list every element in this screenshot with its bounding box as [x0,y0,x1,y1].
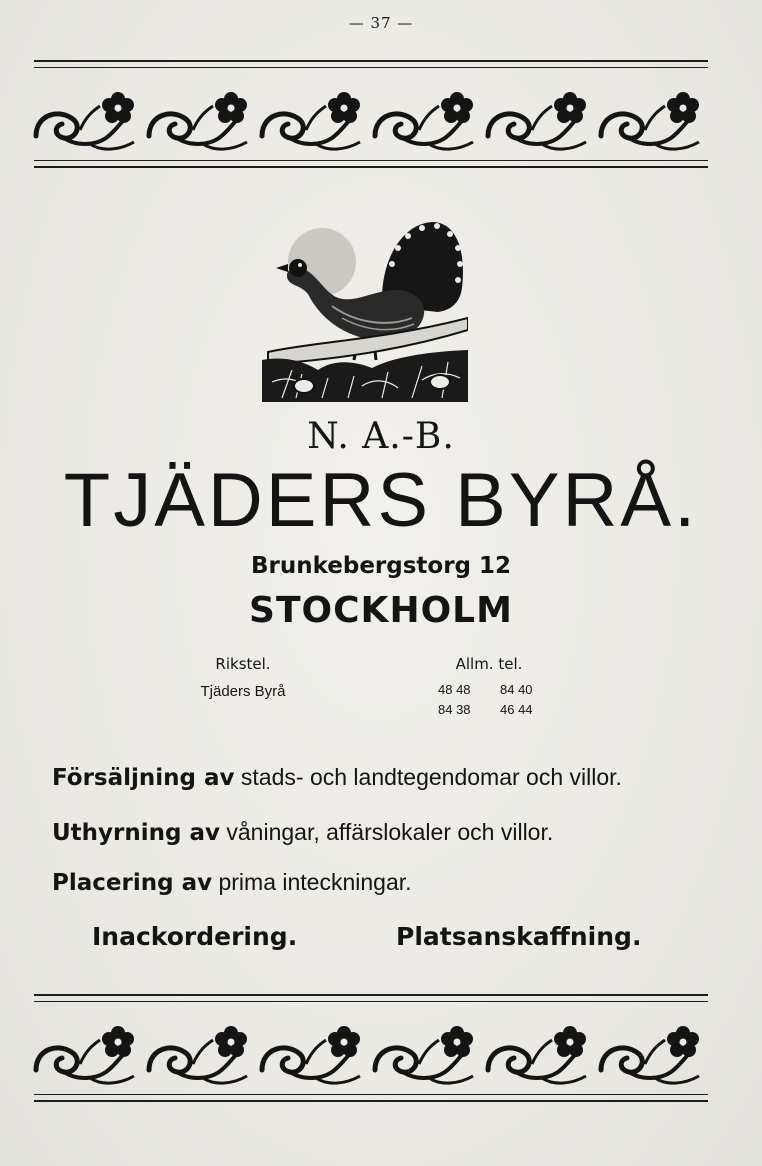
service-sale-bold: Försäljning av [52,765,235,791]
service-placement-bold: Placering av [52,870,213,896]
bottom-rule-inner [34,1001,708,1002]
city-name: STOCKHOLM [249,590,513,631]
street-address: Brunkebergstorg 12 [250,553,512,579]
service-rental-bold: Uthyrning av [52,820,220,846]
service-line-rental [52,819,553,846]
platsanskaffning-text: Platsanskaffning. [396,922,642,951]
top-ornament-border [30,82,712,154]
bottom-rule-outer [34,994,708,996]
top-rule-lower-outer [34,166,708,168]
service-line-placement [52,869,412,896]
company-form: N. A.-B. [307,416,455,457]
top-rule-inner [34,67,708,68]
allm-number-4: 46 44 [500,702,533,717]
allm-number-3: 84 38 [438,702,471,717]
inackordering-text: Inackordering. [92,922,298,951]
top-rule-lower-inner [34,160,708,161]
bottom-rule-lower-outer [34,1100,708,1102]
service-rental-rest: våningar, affärslokaler och villor. [226,819,554,845]
riks-telephone-value: Tjäders Byrå [200,683,286,700]
riks-telephone-label: Rikstel. [215,655,271,673]
top-rule-outer [34,60,708,62]
allm-number-2: 84 40 [500,682,533,697]
service-line-sale [52,764,622,791]
company-name: TJÄDERS BYRÅ. [63,458,699,543]
service-placement-rest: prima inteckningar. [218,869,412,895]
service-sale-rest: stads- och landtegendomar och villor. [240,764,622,790]
allm-telephone-label: Allm. tel. [455,655,523,673]
capercaillie-illustration [262,210,468,402]
bottom-rule-lower-inner [34,1094,708,1095]
bottom-ornament-border [30,1016,712,1088]
allm-number-1: 48 48 [438,682,471,697]
page-number: — 37 — [348,14,414,32]
